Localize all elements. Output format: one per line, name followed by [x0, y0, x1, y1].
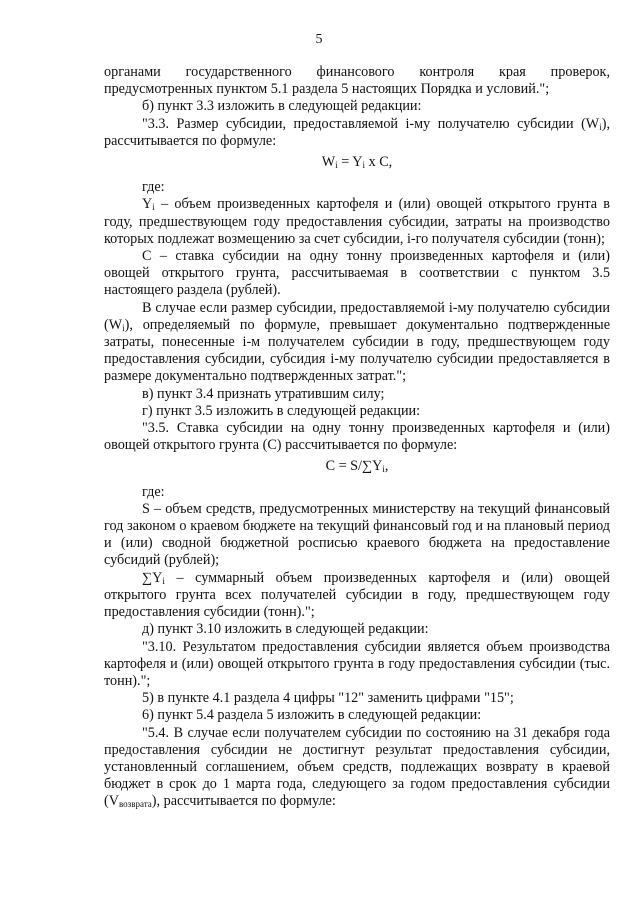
formula-c: $C = S/\sum Y_i$, [325, 458, 389, 475]
paragraph-continuation: органами государственного финансового контроля края проверок, предусмотренных пунктом 5.1 раздела 5 настоящих Порядка и условий."; [104, 64, 610, 98]
paragraph-item-d: д) пункт 3.10 изложить в следующей редакции: [142, 621, 429, 638]
paragraph-3-10: "3.10. Результатом предоставления субсидии является объем производства картофеля и (или) овощей открытого грунта в году предоставления субсидии (тыс. тонн)."; [104, 638, 610, 689]
paragraph-excess: В случае если размер субсидии, предоставляемой i-му получателю субсидии $(W_i)$, определяемый по формуле, превышает документально подтвержденные затраты, понесенные i-м получателем субсидии в году, предшествующем году предоставления субсидии, субсидия i-му получателю субсидии предоставляется в размере документально подтвержденных затрат."; [104, 299, 610, 385]
paragraph-3-5: "3.5. Ставка субсидии на одну тонну произведенных картофеля и (или) овощей открытого грунта (С) рассчитывается по формуле: [104, 420, 610, 454]
definition-c: С – ставка субсидии на одну тонну произведенных картофеля и (или) овощей открытого грунта, рассчитываемая в соответствии с пунктом 3.5 настоящего раздела (рублей). [104, 248, 610, 299]
definition-yi: $Y_i$ – объем произведенных картофеля и (или) овощей открытого грунта в году, предшествующем году предоставления субсидии, затраты на производство которых подлежат возмещению за счет субсидии, i-го получателя субсидии (тонн); [104, 196, 610, 247]
formula-w: $W_i = Y_i$ x C, [321, 154, 393, 171]
paragraph-item-b: б) пункт 3.3 изложить в следующей редакции: [142, 98, 422, 115]
definition-s: S – объем средств, предусмотренных министерству на текущий финансовый год законом о краевом бюджете на текущий финансовый год и на плановый период и (или) сводной бюджетной росписью краевого бюджета на предоставление субсидий (рублей); [104, 500, 610, 569]
where-label: где: [142, 483, 165, 500]
paragraph-item-6: 6) пункт 5.4 раздела 5 изложить в следующей редакции: [142, 707, 482, 724]
where-label: где: [142, 179, 165, 196]
paragraph-item-5: 5) в пункте 4.1 раздела 4 цифры "12" заменить цифрами "15"; [142, 690, 514, 707]
paragraph-item-v: в) пункт 3.4 признать утратившим силу; [142, 385, 385, 402]
page-number: 5 [315, 32, 323, 47]
definition-sum-yi: $\sum Y_i$ – суммарный объем произведенных картофеля и (или) овощей открытого грунта всех получателей субсидии в году, предшествующем году предоставления субсидии (тонн)."; [104, 569, 610, 621]
paragraph-item-g: г) пункт 3.5 изложить в следующей редакции: [142, 402, 421, 419]
document-body [104, 64, 610, 811]
paragraph-3-3: "3.3. Размер субсидии, предоставляемой i-му получателю субсидии $(W_i)$, рассчитывается по формуле: [104, 115, 610, 149]
paragraph-5-4: "5.4. В случае если получателем субсидии по состоянию на 31 декабря года предоставления субсидии не достигнут результат предоставления субсидии, установленный соглашением, объем средств, подлежащих возврату в краевой бюджет в срок до 1 марта года, следующего за годом предоставления субсидии $(V_{возврата})$, рассчитывается по формуле: [104, 724, 610, 810]
